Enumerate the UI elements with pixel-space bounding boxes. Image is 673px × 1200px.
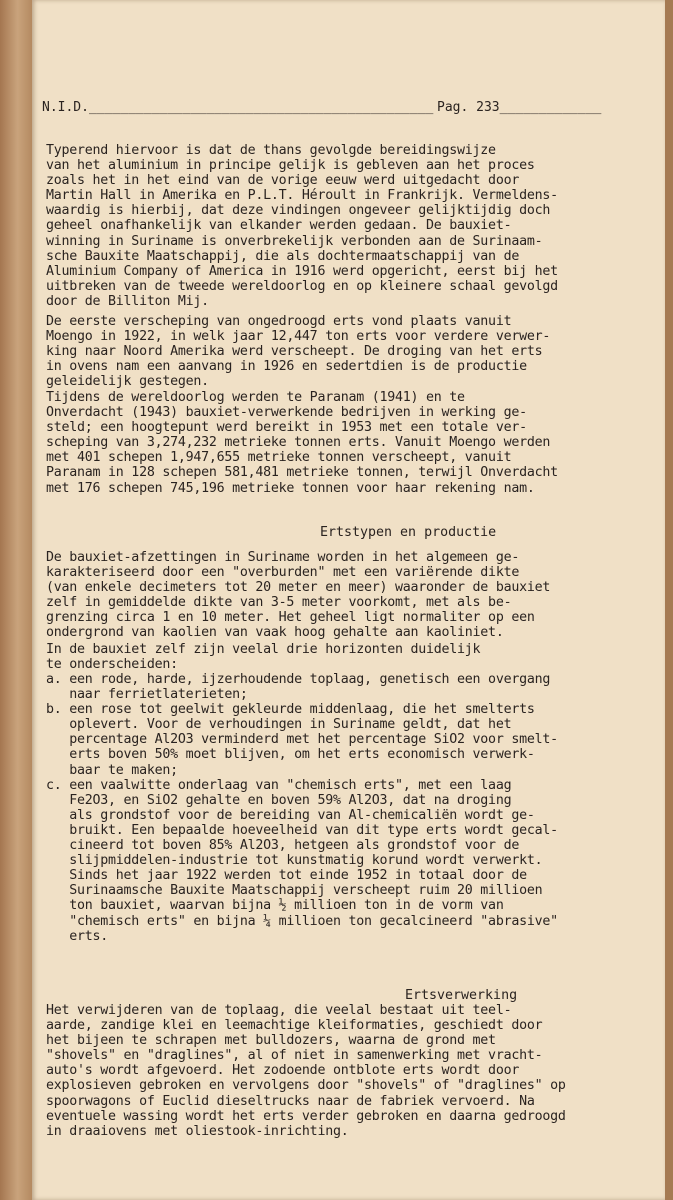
paragraph-processing: Het verwijderen van de toplaag, die veelal bestaat uit teel- aarde, zandige klei en leemachtige kleiformaties, geschiedt door het bijeen te schrapen met bulldozers, waarna de grond met "shovels" en "draglines", al of niet in samenwerking met vracht- auto's wordt afgevoerd. Het zodoende ontblote erts wordt door explosieven gebroken en vervolgens door "shovels" of "draglines" op spoorwagons of Euclid dieseltrucks naar de fabriek vervoerd. Na eventuele wassing wordt het erts verder gebroken en daarna gedroogd in draaiovens met oliestook-inrichting.: [46, 1003, 566, 1139]
heading-ertstypen: Ertstypen en productie: [320, 525, 497, 540]
page-edge: [665, 0, 673, 1200]
paragraph-deposits: De bauxiet-afzettingen in Suriname worden in het algemeen ge- karakteriseerd door een "overburden" met een variërende dikte (van enkele decimeters tot 20 meter en meer) waaronder de bauxiet zelf in gemiddelde dikte van 3-5 meter voorkomt, met als be- grenzing circa 1 en 10 meter. Het geheel ligt normaliter op een ondergrond van kaolien van vaak hoog gehalte aan kaoliniet.: [46, 550, 551, 641]
paragraph-horizons-intro: In de bauxiet zelf zijn veelal drie horizonten duidelijk te onderscheiden:: [46, 642, 481, 673]
page-number: Pag. 233_____________: [437, 100, 602, 115]
book-binding: [0, 0, 32, 1200]
header-left: N.I.D.____________________________________________: [42, 100, 434, 115]
paragraph-history: Typerend hiervoor is dat de thans gevolgde bereidingswijze van het aluminium in principe gelijk is gebleven aan het proces zoals het in het eind van de vorige eeuw werd uitgedacht door Martin Hall in Amerika en P.L.T. Héroult in Frankrijk. Vermeldens- waardig is hierbij, dat deze vindingen ongeveer gelijktijdig doch geheel onafhankelijk van elkander werden gedaan. De bauxiet- winning in Suriname is onverbrekelijk verbonden aan de Surinaam- sche Bauxite Maatschappij, die als dochtermaatschappij van de Aluminium Company of America in 1916 werd opgericht, eerst bij het uitbreken van de tweede wereldoorlog en op kleinere schaal gevolgd door de Billiton Mij.: [46, 143, 558, 309]
paragraph-first-shipment: De eerste verscheping van ongedroogd erts vond plaats vanuit Moengo in 1922, in welk jaar 12,447 ton erts voor verdere verwer- king naar Noord Amerika werd verscheept. De droging van het erts in ovens nam een aanvang in 1926 en sedertdien is de productie geleidelijk gestegen.: [46, 314, 551, 390]
list-horizons: a. een rode, harde, ijzerhoudende toplaag, genetisch een overgang naar ferrietlaterieten; b. een rose tot geelwit gekleurde middenlaag, die het smelterts oplevert. Voor de verhoudingen in Suriname geldt, dat het percentage Al2O3 verminderd met het percentage SiO2 voor smelt- erts boven 50% moet blijven, om het erts economisch verwerk- baar te maken; c. een vaalwitte onderlaag van "chemisch erts", met een laag Fe2O3, en SiO2 gehalte en boven 59% Al2O3, dat na droging als grondstof voor de bereiding van Al-chemicaliën wordt ge- bruikt. Een bepaalde hoeveelheid van dit type erts wordt gecal- cineerd tot boven 85% Al2O3, hetgeen als grondstof voor de slijpmiddelen-industrie tot kunstmatig korund wordt verwerkt. Sinds het jaar 1922 werden tot einde 1952 in totaal door de Surinaamsche Bauxite Maatschappij verscheept ruim 20 millioen ton bauxiet, waarvan bijna ½ millioen ton in de vorm van "chemisch erts" en bijna ¼ millioen ton gecalcineerd "abrasive" erts.: [46, 672, 558, 944]
paragraph-wartime: Tijdens de wereldoorlog werden te Paranam (1941) en te Onverdacht (1943) bauxiet-verwerkende bedrijven in werking ge- steld; een hoogtepunt werd bereikt in 1953 met een totale ver- scheping van 3,274,232 metrieke tonnen erts. Vanuit Moengo werden met 401 schepen 1,947,655 metrieke tonnen verscheept, vanuit Paranam in 128 schepen 581,481 metrieke tonnen, terwijl Onverdacht met 176 schepen 745,196 metrieke tonnen voor haar rekening nam.: [46, 390, 558, 496]
heading-ertsverwerking: Ertsverwerking: [405, 988, 518, 1003]
page-header: [42, 100, 622, 145]
